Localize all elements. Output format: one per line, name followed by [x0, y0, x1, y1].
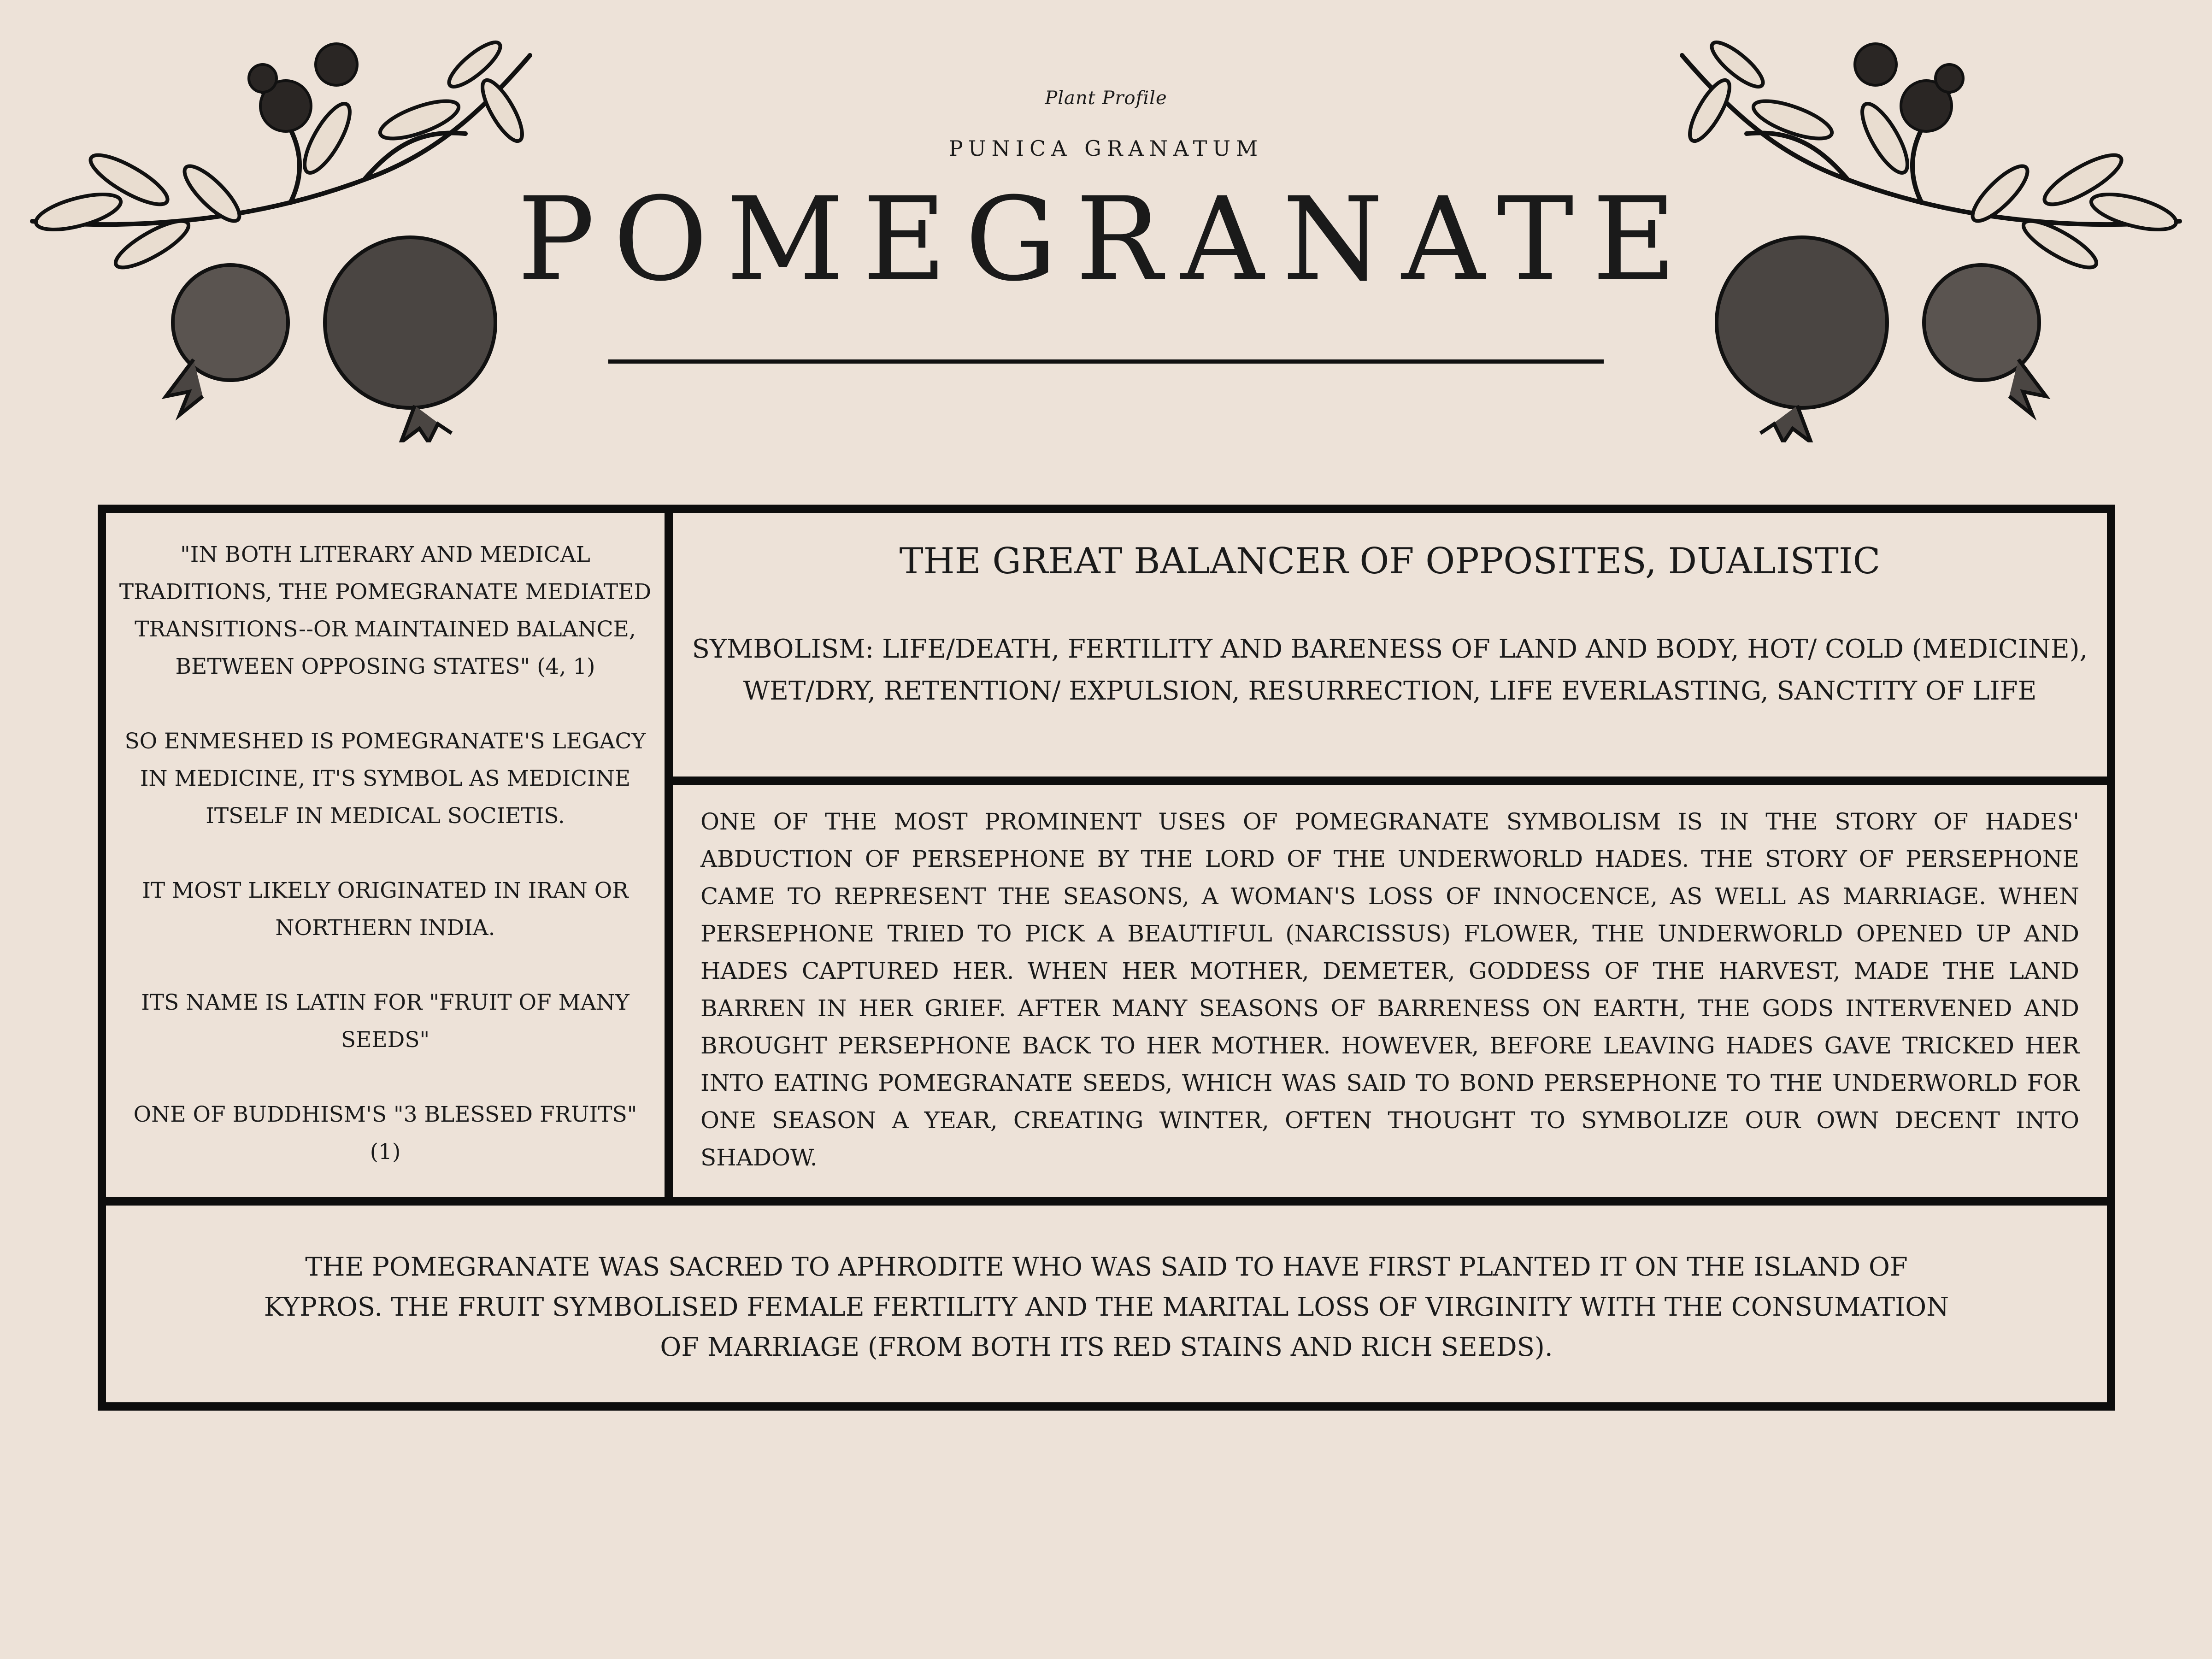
facts-panel [106, 513, 673, 1197]
title-divider [608, 359, 1604, 364]
fact-item: ONE OF BUDDHISM'S "3 BLESSED FRUITS" (1) [133, 1102, 637, 1165]
persephone-story-panel [673, 785, 2107, 1197]
fact-item: SO ENMESHED IS POMEGRANATE'S LEGACY IN MEDICINE, IT'S SYMBOL AS MEDICINE ITSELF IN MEDICAL SOCIETIS. [124, 729, 646, 829]
symbolism-heading: THE GREAT BALANCER OF OPPOSITES, DUALISTIC [899, 541, 1881, 582]
eyebrow-label: Plant Profile [1045, 88, 1167, 109]
aphrodite-panel [106, 1197, 2107, 1402]
symbolism-panel [673, 513, 2107, 785]
facts-list [106, 513, 665, 1171]
scientific-name: PUNICA GRANATUM [948, 136, 1264, 161]
symbolism-text: SYMBOLISM: LIFE/DEATH, FERTILITY AND BARENESS OF LAND AND BODY, HOT/ COLD (MEDICINE), WET/DRY, RETENTION/ EXPULSION, RESURRECTION, LIFE EVERLASTING, SANCTITY OF LIFE [692, 634, 2088, 706]
persephone-story-text: ONE OF THE MOST PROMINENT USES OF POMEGRANATE SYMBOLISM IS IN THE STORY OF HADES' ABDUCTION OF PERSEPHONE BY THE LORD OF THE UNDERWORLD HADES. THE STORY OF PERSEPHONE CAME TO REPRESENT THE SEASONS, A WOMAN'S LOSS OF INNOCENCE, AS WELL AS MARRIAGE. WHEN PERSEPHONE TRIED TO PICK A BEAUTIFUL (NARCISSUS) FLOWER, THE UNDERWORLD OPENED UP AND HADES CAPTURED HER. WHEN HER MOTHER, DEMETER, GODDESS OF THE HARVEST, MADE THE LAND BARREN IN HER GRIEF. AFTER MANY SEASONS OF BARRENESS ON EARTH, THE GODS INTERVENED AND BROUGHT PERSEPHONE BACK TO HER MOTHER. HOWEVER, BEFORE LEAVING HADES GAVE TRICKED HER INTO EATING POMEGRANATE SEEDS, WHICH WAS SAID TO BOND PERSEPHONE TO THE UNDERWORLD FOR ONE SEASON A YEAR, CREATING WINTER, OFTEN THOUGHT TO SYMBOLIZE OUR OWN DECENT INTO SHADOW. [700, 808, 2079, 1171]
fact-item: IT MOST LIKELY ORIGINATED IN IRAN OR NORTHERN INDIA. [142, 878, 629, 941]
page-title: POMEGRANATE [517, 172, 1695, 306]
aphrodite-text: THE POMEGRANATE WAS SACRED TO APHRODITE WHO WAS SAID TO HAVE FIRST PLANTED IT ON THE ISLAND OF KYPROS. THE FRUIT SYMBOLISED FEMALE FERTILITY AND THE MARITAL LOSS OF VIRGINITY WITH THE CONSUMATION OF MARRIAGE (FROM BOTH ITS RED STAINS AND RICH SEEDS). [264, 1252, 1949, 1362]
fact-item: "IN BOTH LITERARY AND MEDICAL TRADITIONS, THE POMEGRANATE MEDIATED TRANSITIONS--OR MAINTAINED BALANCE, BETWEEN OPPOSING STATES" (4, 1) [119, 542, 652, 679]
fact-item: ITS NAME IS LATIN FOR "FRUIT OF MANY SEEDS" [141, 990, 629, 1053]
